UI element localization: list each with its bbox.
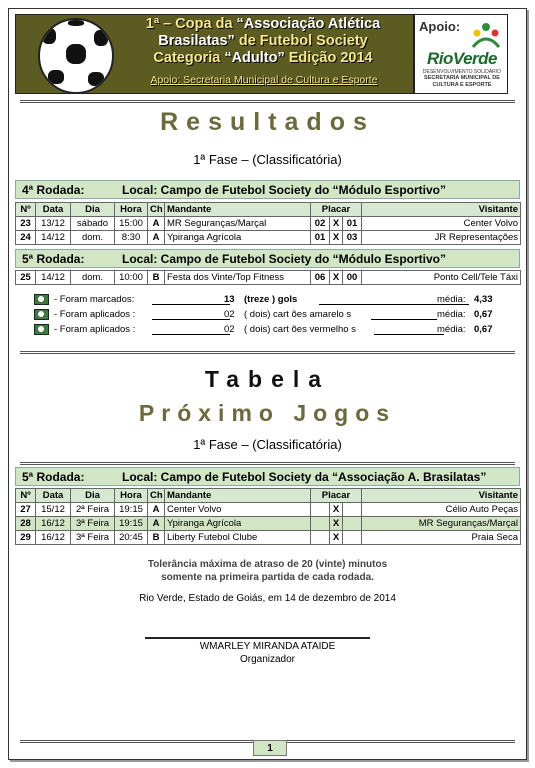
brazil-flag-icon: [34, 309, 49, 320]
signer-role: Organizador: [239, 654, 296, 665]
support-line: Apoio: Secretaria Municipal de Cultura e Esporte: [150, 74, 378, 86]
tournament-title: 1ª – Copa da “Associação Atlética Brasilatas” de Futebol Society Categoria “Adulto” Edição 2014: [145, 16, 381, 66]
table-row: 27 15/12 2ª Feira 19:15 A Center Volvo X Célio Auto Peças: [16, 503, 521, 517]
table-row: 29 16/12 3ª Feira 20:45 B Liberty Futebol Clube X Praia Seca: [16, 531, 521, 545]
table-header: Nº Data Dia Hora Ch Mandante Placar Visitante: [16, 489, 521, 503]
results-table-round-4: [15, 202, 521, 245]
round-5-banner: 5ª Rodada: Local: Campo de Futebol Society do “Módulo Esportivo”: [15, 249, 520, 268]
divider: [20, 462, 515, 465]
logo-tagline: DESENVOLVIMENTO SOLIDÁRIO: [422, 69, 502, 75]
divider: [20, 351, 515, 354]
page-number: 1: [253, 740, 287, 756]
rio-verde-logo-icon: [469, 21, 503, 49]
tolerance-note: Tolerância máxima de atraso de 20 (vinte) minutos somente na primeira partida de cada rodada.: [147, 559, 388, 583]
sponsor-box: [414, 14, 508, 94]
results-table-round-5: [15, 270, 521, 285]
divider: [20, 100, 515, 103]
results-phase: 1ª Fase – (Classificatória): [193, 152, 342, 167]
results-title: Resultados: [160, 108, 375, 136]
next-phase: 1ª Fase – (Classificatória): [193, 437, 342, 452]
stat-red-cards: - Foram aplicados : 02 ( dois) cart ões vermelho s média: 0,67: [34, 323, 514, 338]
soccer-ball-icon: [38, 18, 114, 94]
brazil-flag-icon: [34, 294, 49, 305]
table-row: 25 14/12 dom. 10:00 B Festa dos Vinte/Top Fitness 06 X 00 Ponto Cell/Tele Táxi: [16, 271, 521, 285]
brazil-flag-icon: [34, 324, 49, 335]
next-games-table: [15, 488, 521, 545]
table-row: 24 14/12 dom. 8:30 A Ypiranga Agrícola 01 X 03 JR Representações: [16, 231, 521, 245]
table-row: 28 16/12 3ª Feira 19:15 A Ypiranga Agrícola X MR Seguranças/Marçal: [16, 517, 521, 531]
next-games-title: Próximo Jogos: [138, 400, 397, 426]
next-round-banner: 5ª Rodada: Local: Campo de Futebol Society da “Associação A. Brasilatas”: [15, 467, 520, 486]
stat-goals: - Foram marcados: 13 (treze ) gols média: 4,33: [34, 293, 514, 308]
signer-name: WMARLEY MIRANDA ATAIDE: [199, 641, 336, 652]
table-header: Nº Data Dia Hora Ch Mandante Placar Visitante: [16, 203, 521, 217]
place-date: Rio Verde, Estado de Goiás, em 14 de dezembro de 2014: [139, 593, 396, 604]
table-title: Tabela: [204, 366, 331, 392]
round-4-banner: 4ª Rodada: Local: Campo de Futebol Society do “Módulo Esportivo”: [15, 180, 520, 199]
signature-line: [145, 637, 370, 639]
stat-yellow-cards: - Foram aplicados : 02 ( dois) cart ões amarelo s média: 0,67: [34, 308, 514, 323]
results-stats: [34, 293, 514, 338]
apoio-label: Apoio:: [419, 19, 461, 34]
table-row: 23 13/12 sábado 15:00 A MR Seguranças/Marçal 02 X 01 Center Volvo: [16, 217, 521, 231]
rio-verde-logo-text: RioVerde: [426, 49, 497, 68]
logo-secretaria: SECRETARIA MUNICIPAL DE CULTURA E ESPORTE: [424, 75, 500, 88]
